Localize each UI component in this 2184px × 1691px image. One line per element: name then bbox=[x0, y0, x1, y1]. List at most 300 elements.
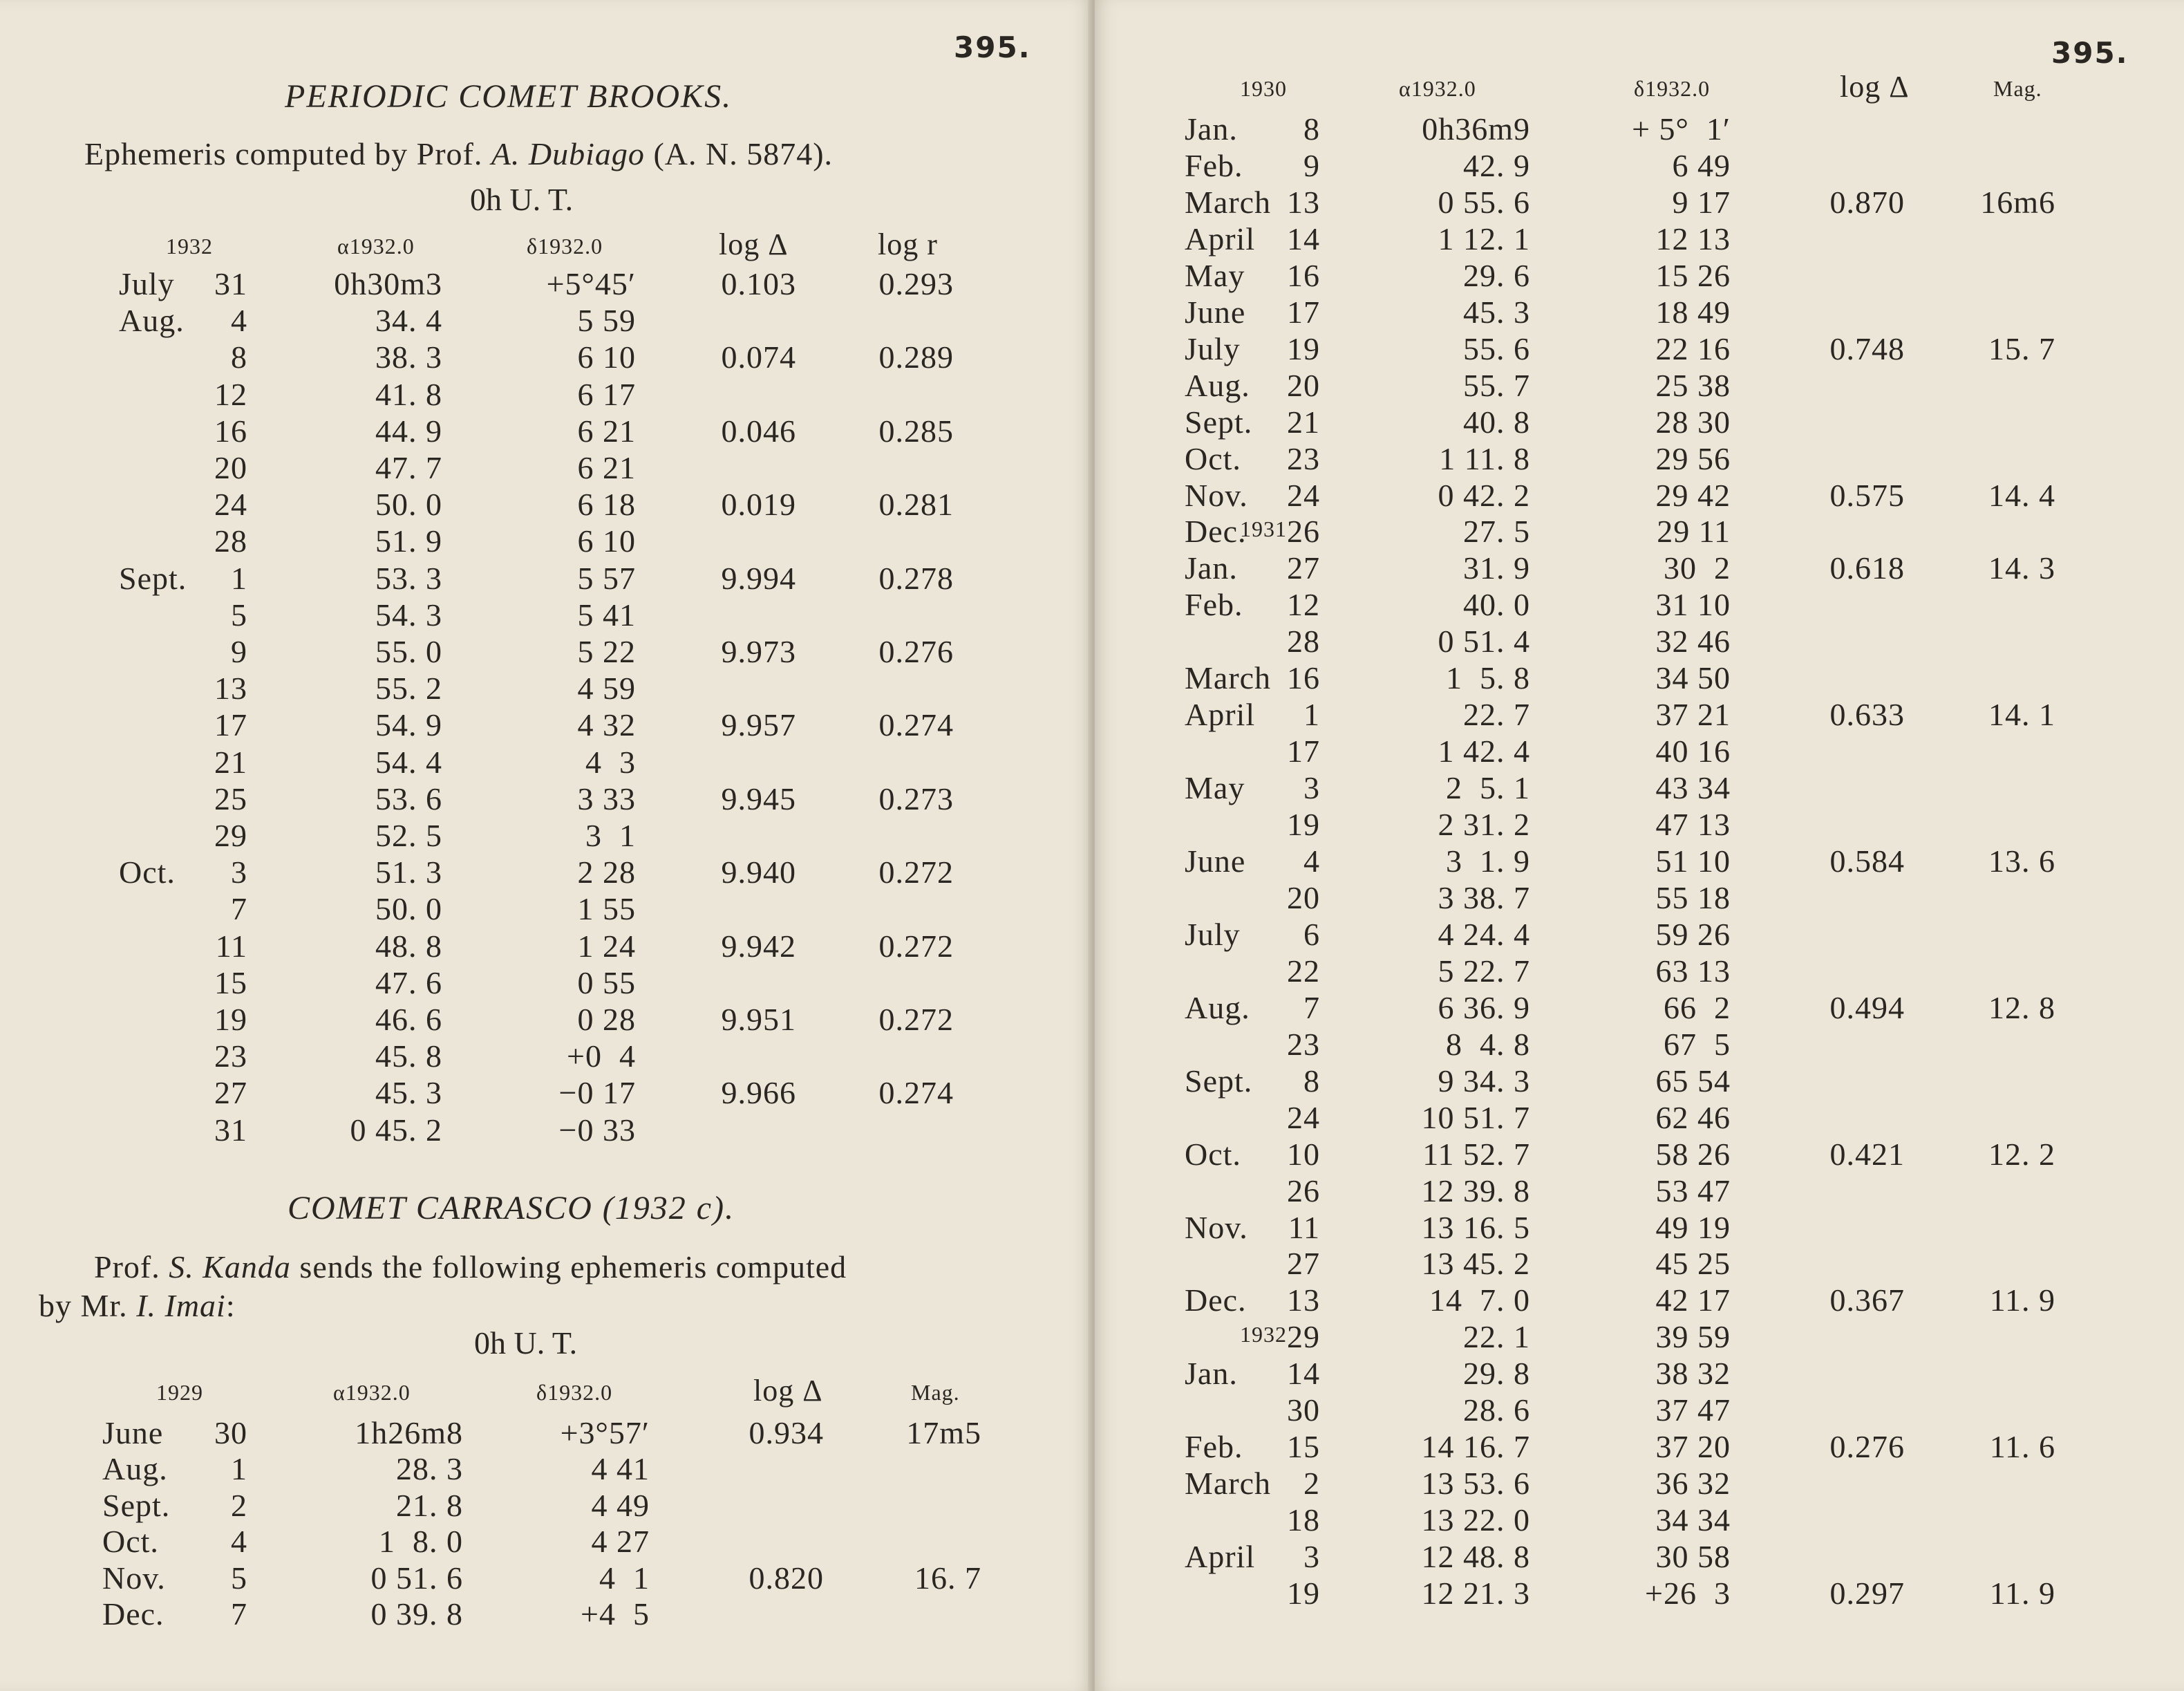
cell-dec: 40 16 bbox=[1655, 734, 1731, 769]
cell-day: 3 bbox=[231, 854, 247, 890]
cell-dec: 67 5 bbox=[1664, 1026, 1731, 1062]
cell-dec: 5 41 bbox=[577, 597, 636, 633]
cell-dec: 39 59 bbox=[1655, 1319, 1731, 1355]
column-header-ra: α1932.0 bbox=[337, 234, 415, 259]
cell-ra: 54. 3 bbox=[375, 597, 442, 633]
cell-log_r: 0.274 bbox=[878, 1075, 954, 1111]
cell-day: 3 bbox=[1303, 1539, 1320, 1575]
cell-dec: +4 5 bbox=[581, 1596, 650, 1632]
cell-ra: 28. 6 bbox=[1463, 1392, 1530, 1428]
cell-dec: +0 4 bbox=[567, 1038, 636, 1074]
cell-dec: 6 18 bbox=[577, 487, 636, 523]
cell-ra: 31. 9 bbox=[1463, 550, 1530, 586]
cell-ra: 48. 8 bbox=[375, 928, 442, 964]
cell-day: 15 bbox=[214, 964, 247, 1000]
cell-dec: + 5° 1′ bbox=[1632, 111, 1731, 147]
cell-day: 13 bbox=[214, 671, 247, 707]
cell-month: Sept. bbox=[119, 560, 187, 596]
cell-month: Nov. bbox=[1185, 1209, 1248, 1245]
cell-log_delta: 0.575 bbox=[1829, 477, 1905, 513]
cell-day: 7 bbox=[1303, 989, 1320, 1025]
cell-dec: 9 17 bbox=[1672, 184, 1731, 220]
cell-log_delta: 9.966 bbox=[721, 1075, 796, 1111]
cell-day: 23 bbox=[1287, 1026, 1320, 1062]
cell-month: Sept. bbox=[1185, 404, 1253, 440]
cell-dec: 37 20 bbox=[1655, 1429, 1731, 1465]
column-header-dec: δ1932.0 bbox=[536, 1380, 613, 1405]
cell-log_r: 0.278 bbox=[878, 560, 954, 596]
cell-month: Oct. bbox=[119, 854, 176, 890]
column-header-log_r: log r bbox=[878, 227, 938, 261]
cell-month: Jan. bbox=[1185, 1356, 1238, 1392]
cell-day: 20 bbox=[1287, 367, 1320, 403]
cell-day: 30 bbox=[1287, 1392, 1320, 1428]
cell-month: Dec. bbox=[1185, 514, 1247, 550]
cell-day: 21 bbox=[1287, 404, 1320, 440]
cell-day: 9 bbox=[1303, 147, 1320, 183]
cell-dec: +3°57′ bbox=[560, 1415, 650, 1450]
cell-log_delta: 9.942 bbox=[721, 928, 796, 964]
cell-ra: 1 11. 8 bbox=[1439, 440, 1530, 476]
intro-carrasco-line1: Prof. S. Kanda sends the following ephemeris computed bbox=[94, 1249, 847, 1284]
cell-day: 13 bbox=[1287, 184, 1320, 220]
cell-month: Aug. bbox=[102, 1451, 168, 1487]
cell-month: Oct. bbox=[102, 1524, 159, 1560]
cell-month: Feb. bbox=[1185, 147, 1243, 183]
cell-dec: 29 42 bbox=[1655, 477, 1731, 513]
cell-mag: 12. 8 bbox=[1988, 989, 2055, 1025]
cell-ra: 4 24. 4 bbox=[1438, 916, 1530, 952]
cell-ra: 47. 6 bbox=[375, 964, 442, 1000]
cell-day: 12 bbox=[1287, 587, 1320, 623]
cell-day: 7 bbox=[231, 891, 247, 927]
cell-ra: 40. 0 bbox=[1463, 587, 1530, 623]
cell-ra: 1 8. 0 bbox=[379, 1524, 463, 1560]
cell-ra: 1h26m8 bbox=[355, 1415, 463, 1450]
intro-brooks: Ephemeris computed by Prof. A. Dubiago (A. N. 5874). bbox=[84, 136, 834, 171]
cell-day: 28 bbox=[1287, 624, 1320, 660]
cell-ra: 5 22. 7 bbox=[1438, 953, 1530, 989]
cell-ra: 22. 7 bbox=[1463, 697, 1530, 733]
cell-day: 5 bbox=[231, 597, 247, 633]
cell-month: March bbox=[1185, 660, 1272, 696]
cell-dec: 49 19 bbox=[1655, 1209, 1731, 1245]
cell-ra: 50. 0 bbox=[375, 891, 442, 927]
cell-ra: 46. 6 bbox=[375, 1002, 442, 1037]
cell-dec: 3 33 bbox=[577, 781, 636, 816]
cell-log_r: 0.281 bbox=[878, 487, 954, 523]
cell-log_delta: 9.951 bbox=[721, 1002, 796, 1037]
cell-dec: 4 3 bbox=[585, 744, 636, 780]
column-header-ra: α1932.0 bbox=[1399, 76, 1476, 101]
cell-mag: 16m6 bbox=[1980, 184, 2055, 220]
cell-ra: 21. 8 bbox=[396, 1487, 463, 1523]
cell-day: 19 bbox=[214, 1002, 247, 1037]
cell-ra: 29. 6 bbox=[1463, 257, 1530, 293]
cell-day: 15 bbox=[1287, 1429, 1320, 1465]
section-title-carrasco: COMET CARRASCO (1932 c). bbox=[288, 1190, 735, 1226]
cell-day: 3 bbox=[1303, 770, 1320, 806]
cell-dec: 6 17 bbox=[577, 376, 636, 412]
cell-day: 13 bbox=[1287, 1282, 1320, 1318]
intro-carrasco-line2: by Mr. I. Imai: bbox=[39, 1288, 236, 1323]
cell-month: Nov. bbox=[102, 1560, 166, 1596]
cell-month: July bbox=[1185, 330, 1241, 366]
cell-log_delta: 0.584 bbox=[1829, 843, 1905, 879]
cell-dec: 5 59 bbox=[577, 303, 636, 339]
cell-ra: 27. 5 bbox=[1463, 514, 1530, 550]
cell-dec: 4 1 bbox=[599, 1560, 650, 1596]
cell-month: Dec. bbox=[1185, 1282, 1247, 1318]
cell-mag: 14. 4 bbox=[1988, 477, 2055, 513]
cell-day: 4 bbox=[1303, 843, 1320, 879]
column-header-log_delta: log Δ bbox=[719, 227, 789, 261]
cell-day: 26 bbox=[1287, 1173, 1320, 1208]
cell-ra: 0h36m9 bbox=[1422, 111, 1530, 147]
cell-month: Nov. bbox=[1185, 477, 1248, 513]
cell-log_r: 0.289 bbox=[878, 339, 954, 375]
cell-dec: 37 47 bbox=[1655, 1392, 1731, 1428]
cell-month: June bbox=[102, 1415, 164, 1450]
cell-day: 19 bbox=[1287, 1576, 1320, 1611]
cell-ra: 50. 0 bbox=[375, 487, 442, 523]
cell-day: 1 bbox=[231, 1451, 247, 1487]
cell-month: Dec. bbox=[102, 1596, 164, 1632]
column-header-log_delta: log Δ bbox=[753, 1374, 823, 1408]
cell-ra: 34. 4 bbox=[375, 303, 442, 339]
cell-ra: 1 42. 4 bbox=[1438, 734, 1530, 769]
cell-log_delta: 0.019 bbox=[721, 487, 796, 523]
year-label: 1932 bbox=[1240, 1322, 1287, 1347]
cell-month: July bbox=[119, 266, 175, 301]
cell-ra: 51. 9 bbox=[375, 523, 442, 559]
cell-dec: 66 2 bbox=[1664, 989, 1731, 1025]
cell-ra: 0 55. 6 bbox=[1438, 184, 1530, 220]
cell-mag: 14. 1 bbox=[1988, 697, 2055, 733]
cell-log_delta: 0.870 bbox=[1829, 184, 1905, 220]
cell-day: 10 bbox=[1287, 1136, 1320, 1172]
cell-dec: 0 55 bbox=[577, 964, 636, 1000]
cell-day: 8 bbox=[231, 339, 247, 375]
cell-day: 26 bbox=[1287, 514, 1320, 550]
column-header-ra: α1932.0 bbox=[333, 1380, 411, 1405]
cell-dec: 34 50 bbox=[1655, 660, 1731, 696]
cell-month: Oct. bbox=[1185, 1136, 1241, 1172]
cell-dec: 55 18 bbox=[1655, 879, 1731, 915]
cell-day: 28 bbox=[214, 523, 247, 559]
cell-mag: 16. 7 bbox=[914, 1560, 981, 1596]
cell-dec: 32 46 bbox=[1655, 624, 1731, 660]
cell-day: 27 bbox=[1287, 550, 1320, 586]
cell-ra: 14 7. 0 bbox=[1429, 1282, 1530, 1318]
cell-log_delta: 9.945 bbox=[721, 781, 796, 816]
cell-log_delta: 0.367 bbox=[1829, 1282, 1905, 1318]
cell-ra: 55. 0 bbox=[375, 634, 442, 669]
cell-month: April bbox=[1185, 1539, 1256, 1575]
cell-day: 4 bbox=[231, 303, 247, 339]
cell-day: 17 bbox=[1287, 294, 1320, 330]
cell-log_delta: 9.940 bbox=[721, 854, 796, 890]
cell-day: 8 bbox=[1303, 1063, 1320, 1099]
cell-dec: +26 3 bbox=[1645, 1576, 1731, 1611]
cell-day: 23 bbox=[214, 1038, 247, 1074]
cell-ra: 38. 3 bbox=[375, 339, 442, 375]
cell-day: 8 bbox=[1303, 111, 1320, 147]
cell-dec: 43 34 bbox=[1655, 770, 1731, 806]
cell-month: Sept. bbox=[102, 1487, 171, 1523]
cell-ra: 42. 9 bbox=[1463, 147, 1530, 183]
cell-dec: 6 21 bbox=[577, 450, 636, 485]
cell-dec: 36 32 bbox=[1655, 1466, 1731, 1502]
cell-ra: 55. 7 bbox=[1463, 367, 1530, 403]
cell-month: May bbox=[1185, 257, 1245, 293]
cell-day: 31 bbox=[214, 266, 247, 301]
cell-day: 11 bbox=[215, 928, 247, 964]
cell-dec: 5 57 bbox=[577, 560, 636, 596]
cell-ra: 51. 3 bbox=[375, 854, 442, 890]
cell-ra: 29. 8 bbox=[1463, 1356, 1530, 1392]
cell-log_r: 0.293 bbox=[878, 266, 954, 301]
cell-ra: 22. 1 bbox=[1463, 1319, 1530, 1355]
cell-day: 1 bbox=[231, 560, 247, 596]
cell-ra: 44. 9 bbox=[375, 413, 442, 449]
cell-month: Jan. bbox=[1185, 550, 1238, 586]
cell-month: June bbox=[1185, 294, 1246, 330]
cell-dec: 31 10 bbox=[1655, 587, 1731, 623]
cell-day: 1 bbox=[1303, 697, 1320, 733]
right-page bbox=[1095, 0, 2184, 1691]
cell-month: July bbox=[1185, 916, 1241, 952]
cell-month: June bbox=[1185, 843, 1246, 879]
cell-dec: 1 24 bbox=[577, 928, 636, 964]
cell-dec: −0 17 bbox=[558, 1075, 636, 1111]
cell-ra: 11 52. 7 bbox=[1422, 1136, 1530, 1172]
cell-mag: 12. 2 bbox=[1988, 1136, 2055, 1172]
cell-ra: 1 12. 1 bbox=[1438, 221, 1530, 256]
cell-ra: 10 51. 7 bbox=[1421, 1099, 1530, 1135]
cell-dec: 30 58 bbox=[1655, 1539, 1731, 1575]
cell-day: 19 bbox=[1287, 807, 1320, 843]
cell-day: 17 bbox=[1287, 734, 1320, 769]
cell-month: Oct. bbox=[1185, 440, 1241, 476]
column-header-mag: Mag. bbox=[1993, 76, 2042, 101]
cell-ra: 55. 6 bbox=[1463, 330, 1530, 366]
time-basis-carrasco: 0h U. T. bbox=[474, 1325, 578, 1361]
cell-day: 27 bbox=[1287, 1246, 1320, 1282]
cell-log_delta: 0.748 bbox=[1829, 330, 1905, 366]
cell-ra: 45. 3 bbox=[375, 1075, 442, 1111]
section-title-brooks: PERIODIC COMET BROOKS. bbox=[285, 78, 733, 115]
cell-month: March bbox=[1185, 1466, 1272, 1502]
cell-day: 22 bbox=[1287, 953, 1320, 989]
cell-day: 23 bbox=[1287, 440, 1320, 476]
cell-day: 14 bbox=[1287, 1356, 1320, 1392]
column-header-date: 1932 bbox=[166, 234, 213, 259]
cell-dec: 12 13 bbox=[1655, 221, 1731, 256]
column-header-dec: δ1932.0 bbox=[1634, 76, 1711, 101]
cell-log_r: 0.272 bbox=[878, 928, 954, 964]
cell-mag: 15. 7 bbox=[1988, 330, 2055, 366]
cell-day: 16 bbox=[1287, 257, 1320, 293]
cell-dec: 6 10 bbox=[577, 339, 636, 375]
column-header-log_delta: log Δ bbox=[1840, 70, 1910, 104]
cell-dec: 2 28 bbox=[577, 854, 636, 890]
cell-dec: +5°45′ bbox=[546, 266, 636, 301]
cell-ra: 13 22. 0 bbox=[1421, 1502, 1530, 1538]
cell-day: 29 bbox=[214, 818, 247, 853]
cell-ra: 0h30m3 bbox=[334, 266, 442, 301]
cell-day: 14 bbox=[1287, 221, 1320, 256]
cell-mag: 11. 9 bbox=[1989, 1576, 2055, 1611]
cell-dec: 30 2 bbox=[1664, 550, 1731, 586]
column-header-date: 1930 bbox=[1240, 76, 1287, 101]
cell-log_delta: 0.103 bbox=[721, 266, 796, 301]
cell-ra: 52. 5 bbox=[375, 818, 442, 853]
cell-ra: 12 48. 8 bbox=[1421, 1539, 1530, 1575]
cell-dec: 38 32 bbox=[1655, 1356, 1731, 1392]
cell-dec: 4 32 bbox=[577, 707, 636, 743]
cell-dec: 65 54 bbox=[1655, 1063, 1731, 1099]
cell-day: 6 bbox=[1303, 916, 1320, 952]
cell-dec: 18 49 bbox=[1655, 294, 1731, 330]
cell-day: 18 bbox=[1287, 1502, 1320, 1538]
cell-ra: 13 45. 2 bbox=[1421, 1246, 1530, 1282]
cell-dec: 4 41 bbox=[591, 1451, 650, 1487]
cell-dec: 42 17 bbox=[1655, 1282, 1731, 1318]
cell-dec: 59 26 bbox=[1655, 916, 1731, 952]
cell-ra: 1 5. 8 bbox=[1446, 660, 1530, 696]
cell-ra: 55. 2 bbox=[375, 671, 442, 707]
cell-ra: 45. 8 bbox=[375, 1038, 442, 1074]
cell-ra: 8 4. 8 bbox=[1446, 1026, 1530, 1062]
cell-dec: 47 13 bbox=[1655, 807, 1731, 843]
cell-day: 24 bbox=[1287, 477, 1320, 513]
cell-day: 19 bbox=[1287, 330, 1320, 366]
cell-dec: 29 56 bbox=[1655, 440, 1731, 476]
cell-dec: 3 1 bbox=[585, 818, 636, 853]
cell-log_delta: 0.421 bbox=[1829, 1136, 1905, 1172]
cell-day: 21 bbox=[214, 744, 247, 780]
cell-ra: 0 51. 6 bbox=[370, 1560, 463, 1596]
cell-dec: 6 10 bbox=[577, 523, 636, 559]
cell-ra: 0 45. 2 bbox=[350, 1112, 442, 1148]
cell-month: Sept. bbox=[1185, 1063, 1253, 1099]
cell-day: 30 bbox=[214, 1415, 247, 1450]
cell-ra: 9 34. 3 bbox=[1438, 1063, 1530, 1099]
cell-dec: 5 22 bbox=[577, 634, 636, 669]
cell-log_r: 0.272 bbox=[878, 854, 954, 890]
cell-ra: 54. 4 bbox=[375, 744, 442, 780]
cell-dec: 45 25 bbox=[1655, 1246, 1731, 1282]
cell-ra: 40. 8 bbox=[1463, 404, 1530, 440]
cell-month: Aug. bbox=[1185, 367, 1250, 403]
cell-log_delta: 9.973 bbox=[721, 634, 796, 669]
cell-month: April bbox=[1185, 697, 1256, 733]
cell-log_delta: 0.934 bbox=[749, 1415, 824, 1450]
column-header-date: 1929 bbox=[156, 1380, 203, 1405]
cell-ra: 47. 7 bbox=[375, 450, 442, 485]
cell-dec: 15 26 bbox=[1655, 257, 1731, 293]
cell-day: 31 bbox=[214, 1112, 247, 1148]
cell-day: 17 bbox=[214, 707, 247, 743]
cell-ra: 2 31. 2 bbox=[1438, 807, 1530, 843]
cell-ra: 53. 3 bbox=[375, 560, 442, 596]
cell-dec: 63 13 bbox=[1655, 953, 1731, 989]
cell-log_r: 0.273 bbox=[878, 781, 954, 816]
cell-day: 4 bbox=[231, 1524, 247, 1560]
cell-log_delta: 9.957 bbox=[721, 707, 796, 743]
cell-dec: 4 59 bbox=[577, 671, 636, 707]
column-header-dec: δ1932.0 bbox=[527, 234, 603, 259]
cell-ra: 3 38. 7 bbox=[1438, 879, 1530, 915]
cell-log_delta: 0.074 bbox=[721, 339, 796, 375]
cell-day: 29 bbox=[1287, 1319, 1320, 1355]
page-number: 395. bbox=[2051, 36, 2129, 70]
cell-day: 20 bbox=[1287, 879, 1320, 915]
cell-log_delta: 0.276 bbox=[1829, 1429, 1905, 1465]
cell-day: 12 bbox=[214, 376, 247, 412]
cell-ra: 12 39. 8 bbox=[1421, 1173, 1530, 1208]
cell-ra: 0 39. 8 bbox=[370, 1596, 463, 1632]
cell-log_r: 0.272 bbox=[878, 1002, 954, 1037]
cell-ra: 12 21. 3 bbox=[1421, 1576, 1530, 1611]
cell-ra: 6 36. 9 bbox=[1438, 989, 1530, 1025]
cell-dec: 25 38 bbox=[1655, 367, 1731, 403]
cell-day: 5 bbox=[231, 1560, 247, 1596]
cell-ra: 45. 3 bbox=[1463, 294, 1530, 330]
cell-mag: 13. 6 bbox=[1988, 843, 2055, 879]
cell-dec: 4 49 bbox=[591, 1487, 650, 1523]
cell-day: 25 bbox=[214, 781, 247, 816]
cell-log_r: 0.276 bbox=[878, 634, 954, 669]
cell-ra: 13 16. 5 bbox=[1421, 1209, 1530, 1245]
cell-ra: 0 51. 4 bbox=[1438, 624, 1530, 660]
cell-day: 24 bbox=[214, 487, 247, 523]
cell-log_delta: 0.820 bbox=[749, 1560, 824, 1596]
cell-ra: 14 16. 7 bbox=[1421, 1429, 1530, 1465]
cell-mag: 14. 3 bbox=[1988, 550, 2055, 586]
cell-dec: 34 34 bbox=[1655, 1502, 1731, 1538]
cell-day: 27 bbox=[214, 1075, 247, 1111]
cell-dec: 51 10 bbox=[1655, 843, 1731, 879]
cell-day: 20 bbox=[214, 450, 247, 485]
cell-dec: 58 26 bbox=[1655, 1136, 1731, 1172]
cell-dec: 0 28 bbox=[577, 1002, 636, 1037]
cell-mag: 11. 6 bbox=[1989, 1429, 2055, 1465]
cell-dec: 28 30 bbox=[1655, 404, 1731, 440]
cell-dec: 4 27 bbox=[591, 1524, 650, 1560]
cell-log_r: 0.274 bbox=[878, 707, 954, 743]
cell-log_r: 0.285 bbox=[878, 413, 954, 449]
cell-mag: 11. 9 bbox=[1989, 1282, 2055, 1318]
cell-month: Feb. bbox=[1185, 587, 1243, 623]
cell-mag: 17m5 bbox=[906, 1415, 981, 1450]
cell-dec: 22 16 bbox=[1655, 330, 1731, 366]
cell-ra: 13 53. 6 bbox=[1421, 1466, 1530, 1502]
cell-month: Aug. bbox=[1185, 989, 1250, 1025]
year-label: 1931 bbox=[1240, 516, 1287, 542]
cell-day: 11 bbox=[1288, 1209, 1320, 1245]
cell-month: March bbox=[1185, 184, 1272, 220]
cell-ra: 53. 6 bbox=[375, 781, 442, 816]
cell-month: Jan. bbox=[1185, 111, 1238, 147]
cell-dec: −0 33 bbox=[558, 1112, 636, 1148]
cell-day: 2 bbox=[231, 1487, 247, 1523]
cell-log_delta: 0.633 bbox=[1829, 697, 1905, 733]
cell-dec: 6 49 bbox=[1672, 147, 1731, 183]
cell-day: 9 bbox=[231, 634, 247, 669]
cell-month: Feb. bbox=[1185, 1429, 1243, 1465]
